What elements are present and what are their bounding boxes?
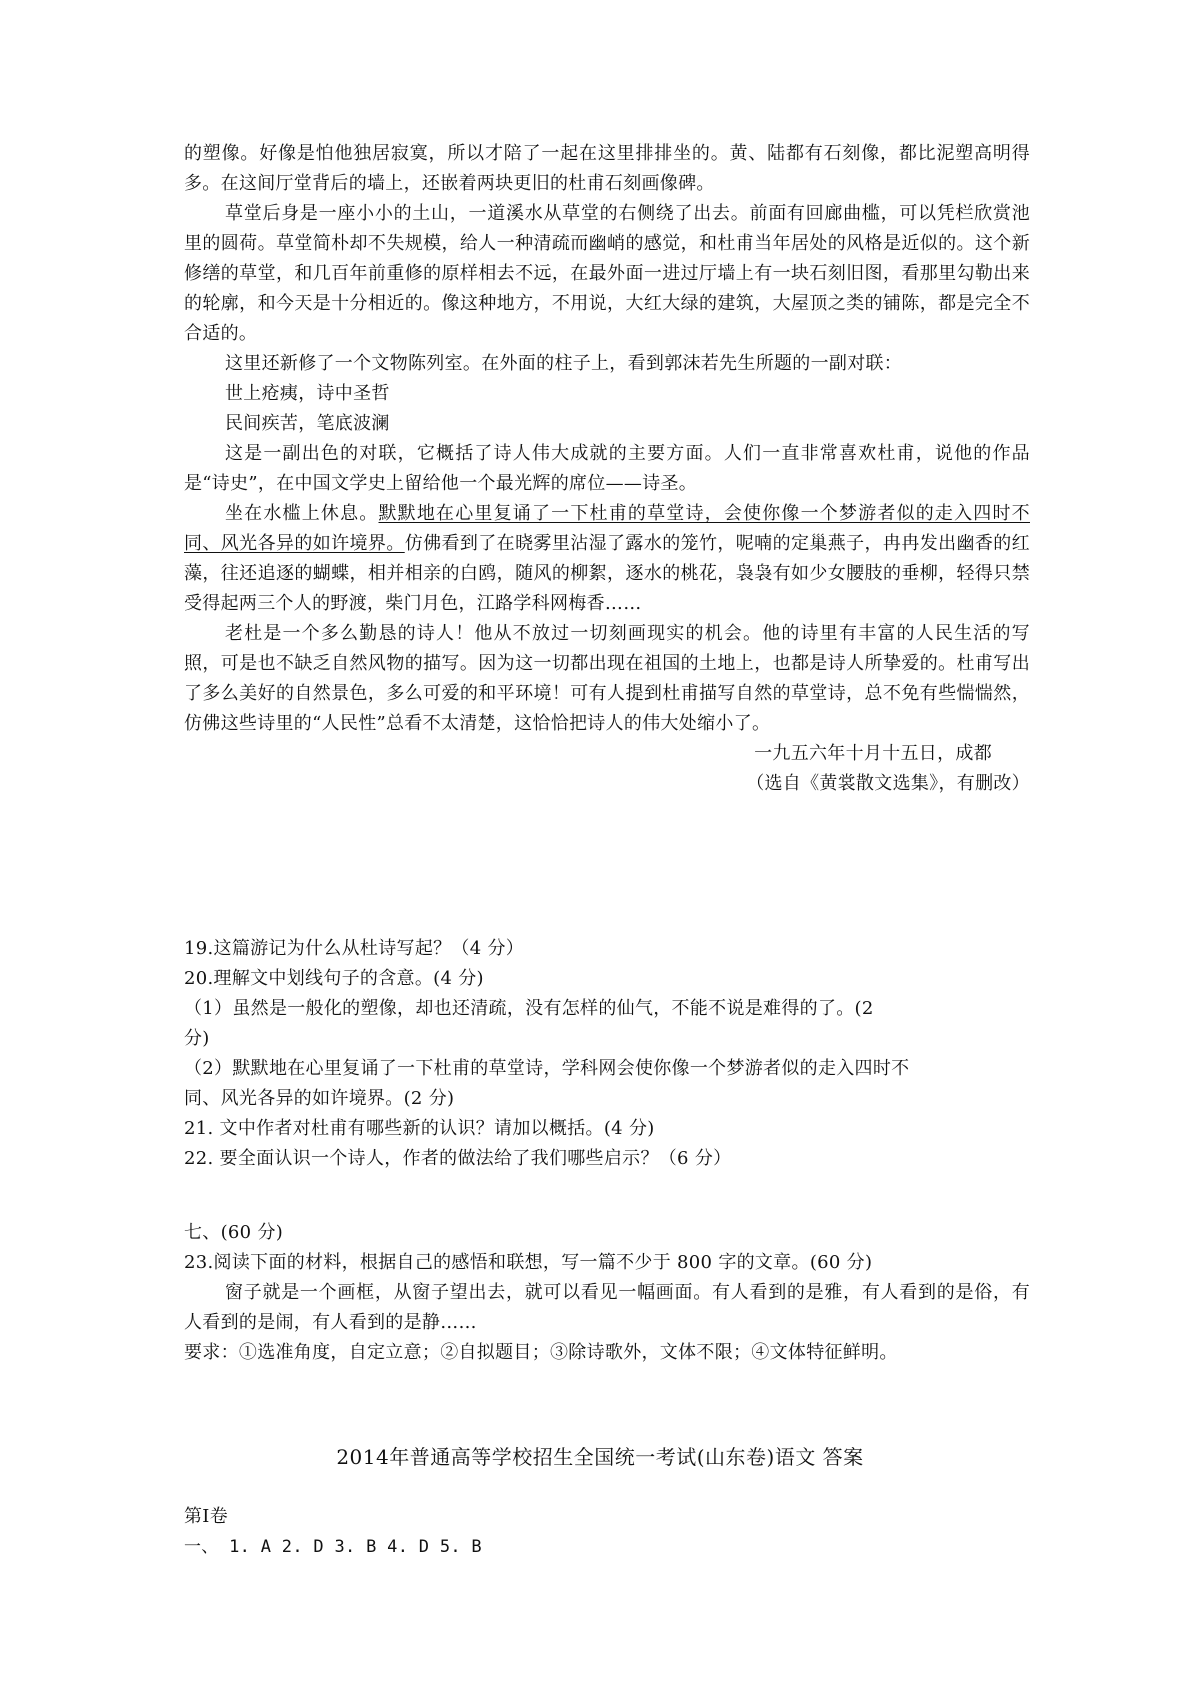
question-23: 23.阅读下面的材料，根据自己的感悟和联想，写一篇不少于 800 字的文章。(60 分) — [184, 1252, 873, 1273]
question-list — [184, 934, 1030, 1174]
section-heading: 七、(60 分) — [184, 1222, 284, 1243]
reading-passage — [184, 139, 1030, 799]
paragraph-5-lead: 坐在水槛上休息。 — [225, 503, 379, 524]
underlined-sentence: 默默地在心里复诵了一下杜甫的草堂诗，会使你像一个梦游者似的走入四时不同、风光各异的如许境界。 — [184, 503, 1030, 554]
passage-paragraph-3: 这里还新修了一个文物陈列室。在外面的柱子上，看到郭沫若先生所题的一副对联： — [225, 353, 903, 374]
question-20-part-1: （1）虽然是一般化的塑像，却也还清疏，没有怎样的仙气，不能不说是难得的了。(2 — [184, 998, 874, 1019]
answer-title: 2014年普通高等学校招生全国统一考试(山东卷)语文 答案 — [336, 1445, 864, 1469]
passage-paragraph-2: 草堂后身是一座小小的土山，一道溪水从草堂的右侧绕了出去。前面有回廊曲槛，可以凭栏欣赏池里的圆荷。草堂简朴却不失规模，给人一种清疏而幽峭的感觉，和杜甫当年居处的风格是近似的。这个新修缮的草堂，和几百年前重修的原样相去不远，在最外面一进过厅墙上有一块石刻旧图，看那里勾勒出来的轮廓，和今天是十分相近的。像这种地方，不用说，大红大绿的建筑，大屋顶之类的铺陈，都是完全不合适的。 — [184, 203, 1030, 344]
passage-date: 一九五六年十月十五日，成都 — [754, 743, 992, 764]
question-20-part-2-cont: 同、风光各异的如许境界。(2 分) — [184, 1088, 455, 1109]
passage-paragraph-6: 老杜是一个多么勤恳的诗人！他从不放过一切刻画现实的机会。他的诗里有丰富的人民生活的写照，可是也不缺乏自然风物的描写。因为这一切都出现在祖国的土地上，也都是诗人所挚爱的。杜甫写出了多么美好的自然景色，多么可爱的和平环境！可有人提到杜甫描写自然的草堂诗，总不免有些惴惴然，仿佛这些诗里的“人民性”总看不太清楚，这恰恰把诗人的伟大处缩小了。 — [184, 623, 1030, 734]
passage-paragraph-1: 的塑像。好像是怕他独居寂寞，所以才陪了一起在这里排排坐的。黄、陆都有石刻像，都比泥塑高明得多。在这间厅堂背后的墙上，还嵌着两块更旧的杜甫石刻画像碑。 — [184, 143, 1030, 194]
answer-line-1: 一、 1. A 2. D 3. B 4. D 5. B — [184, 1537, 482, 1557]
question-22: 22. 要全面认识一个诗人，作者的做法给了我们哪些启示？（6 分） — [184, 1148, 732, 1169]
question-20-part-1-cont: 分) — [184, 1028, 210, 1049]
answer-volume: 第Ⅰ卷 — [184, 1506, 229, 1527]
question-21: 21. 文中作者对杜甫有哪些新的认识？请加以概括。(4 分) — [184, 1118, 655, 1139]
passage-source: （选自《黄裳散文选集》，有删改） — [746, 773, 1030, 794]
section-seven — [184, 1218, 1030, 1368]
couplet-line-1: 世上疮痍，诗中圣哲 — [225, 383, 390, 404]
passage-paragraph-5 — [184, 499, 1030, 619]
answer-section — [184, 1502, 1030, 1562]
question-20: 20.理解文中划线句子的含意。(4 分) — [184, 968, 484, 989]
writing-requirements: 要求：①选准角度，自定立意；②自拟题目；③除诗歌外，文体不限；④文体特征鲜明。 — [184, 1342, 898, 1363]
writing-material: 窗子就是一个画框，从窗子望出去，就可以看见一幅画面。有人看到的是雅，有人看到的是俗，有人看到的是闹，有人看到的是静…… — [184, 1282, 1030, 1333]
couplet-line-2: 民间疾苦，笔底波澜 — [225, 413, 390, 434]
question-19: 19.这篇游记为什么从杜诗写起？（4 分） — [184, 938, 525, 959]
passage-paragraph-4: 这是一副出色的对联，它概括了诗人伟大成就的主要方面。人们一直非常喜欢杜甫，说他的作品是“诗史”，在中国文学史上留给他一个最光辉的席位——诗圣。 — [184, 443, 1030, 494]
question-20-part-2: （2）默默地在心里复诵了一下杜甫的草堂诗，学科网会使你像一个梦游者似的走入四时不 — [184, 1058, 910, 1079]
paragraph-5-rest: 仿佛看到了在晓雾里沾湿了露水的笼竹，呢喃的定巢燕子，冉冉发出幽香的红藻，往还追逐的蝴蝶，相并相亲的白鸥，随风的柳絮，逐水的桃花，袅袅有如少女腰肢的垂柳，轻得只禁受得起两三个人的野渡，柴门月色，江路学科网梅香…… — [184, 533, 1030, 614]
